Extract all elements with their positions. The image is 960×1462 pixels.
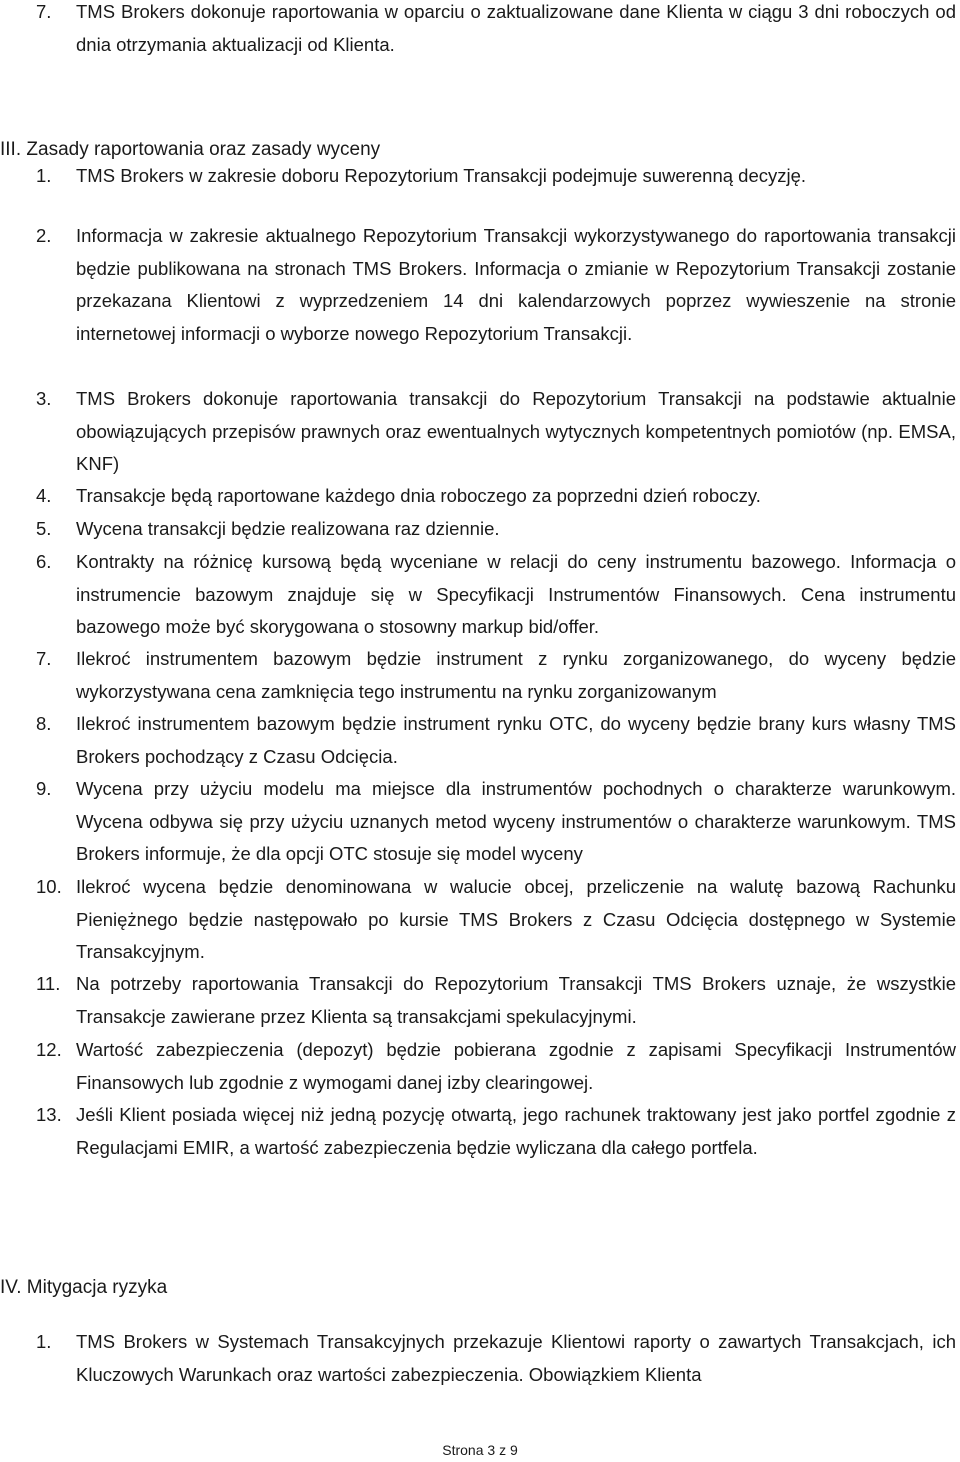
item-text: Jeśli Klient posiada więcej niż jedną pozycję otwartą, jego rachunek traktowany jest jako portfel zgodnie z Regulacjami EMIR, a wartość zabezpieczenia będzie wyliczana dla całego portfela. xyxy=(76,1104,956,1158)
item-text: Wycena przy użyciu modelu ma miejsce dla instrumentów pochodnych o charakterze warunkowym. Wycena odbywa się przy użyciu uznanych metod wyceny instrumentów o charakterze warunkowym. TMS Brokers informuje, że dla opcji OTC stosuje się model wyceny xyxy=(76,778,956,864)
item-text: TMS Brokers dokonuje raportowania w oparciu o zaktualizowane dane Klienta w ciągu 3 dni roboczych od dnia otrzymania aktualizacji od Klienta. xyxy=(76,1,956,55)
item-text: TMS Brokers w zakresie doboru Repozytorium Transakcji podejmuje suwerenną decyzję. xyxy=(76,165,807,186)
item-text: Wartość zabezpieczenia (depozyt) będzie pobierana zgodnie z zapisami Specyfikacji Instrumentów Finansowych lub zgodnie z wymogami danej izby clearingowej. xyxy=(76,1039,956,1093)
section-heading-iii: III. Zasady raportowania oraz zasady wyceny xyxy=(0,139,381,160)
item-text: Transakcje będą raportowane każdego dnia roboczego za poprzedni dzień roboczy. xyxy=(76,485,761,506)
item-text: Na potrzeby raportowania Transakcji do Repozytorium Transakcji TMS Brokers uznaje, że wszystkie Transakcje zawierane przez Klienta są transakcjami spekulacyjnymi. xyxy=(76,973,956,1027)
item-text: Kontrakty na różnicę kursową będą wyceniane w relacji do ceny instrumentu bazowego. Informacja o instrumencie bazowym znajduje się w Specyfikacji Instrumentów Finansowych. Cena instrumentu bazowego może być skorygowana o stosowny markup bid/offer. xyxy=(76,551,956,637)
item-text: Ilekroć wycena będzie denominowana w walucie obcej, przeliczenie na walutę bazową Rachunku Pieniężnego będzie następowało po kursie TMS Brokers z Czasu Odcięcia dostępnego w Systemie Transakcyjnym. xyxy=(76,876,956,962)
item-text: Ilekroć instrumentem bazowym będzie instrument rynku OTC, do wyceny będzie brany kurs własny TMS Brokers pochodzący z Czasu Odcięcia. xyxy=(76,713,956,767)
section-heading-iv: IV. Mitygacja ryzyka xyxy=(0,1277,168,1298)
item-text: TMS Brokers w Systemach Transakcyjnych przekazuje Klientowi raporty o zawartych Transakcjach, ich Kluczowych Warunkach oraz wartości zabezpieczenia. Obowiązkiem Klienta xyxy=(76,1331,956,1385)
item-text: Ilekroć instrumentem bazowym będzie instrument z rynku zorganizowanego, do wyceny będzie wykorzystywana cena zamknięcia tego instrumentu na rynku zorganizowanym xyxy=(76,648,956,702)
item-number: 7. xyxy=(36,1,52,22)
item-text: TMS Brokers dokonuje raportowania transakcji do Repozytorium Transakcji na podstawie aktualnie obowiązujących przepisów prawnych oraz ewentualnych wytycznych kompetentnych pomiotów (np. EMSA, KNF) xyxy=(76,388,956,474)
item-text: Informacja w zakresie aktualnego Repozytorium Transakcji wykorzystywanego do raportowania transakcji będzie publikowana na stronach TMS Brokers. Informacja o zmianie w Repozytorium Transakcji zostanie przekazana Klientowi z wyprzedzeniem 14 dni kalendarzowych poprzez wywieszenie na stronie internetowej informacji o wyborze nowego Repozytorium Transakcji. xyxy=(76,225,956,344)
item-text: Wycena transakcji będzie realizowana raz dziennie. xyxy=(76,518,500,539)
page-number: Strona 3 z 9 xyxy=(442,1442,518,1458)
